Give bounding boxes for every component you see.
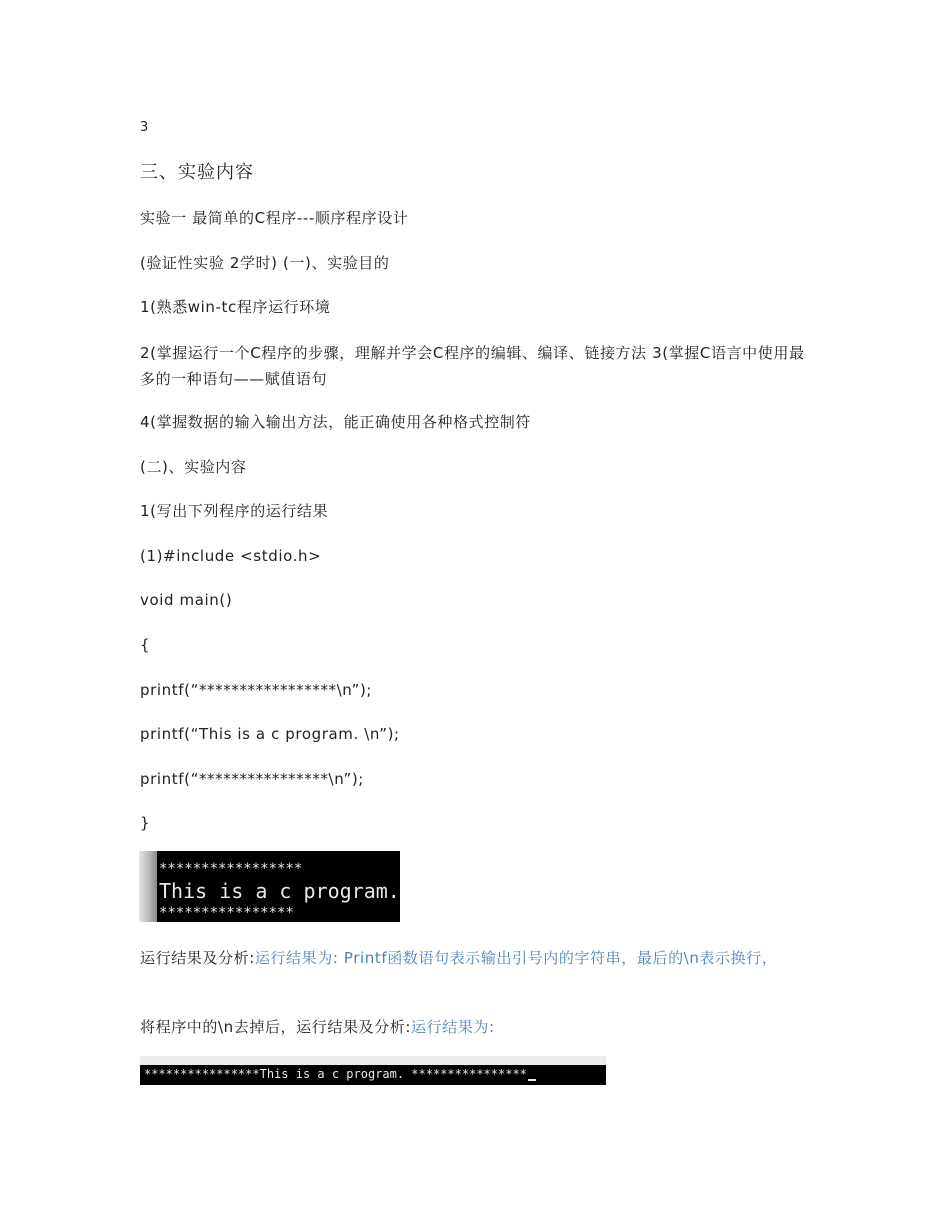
experiment-title: 实验一 最简单的C程序---顺序程序设计 xyxy=(140,209,409,227)
code-line: (1)#include <stdio.h> xyxy=(140,547,322,565)
objective-2: 2(掌握运行一个C程序的步骤，理解并学会C程序的编辑、编译、链接方法 3(掌握C语言中使用最多的一种语句——赋值语句 xyxy=(140,344,805,388)
console-line: ****************This is a c program. **************** xyxy=(144,1065,536,1083)
console-line: This is a c program. xyxy=(159,879,400,903)
console-line: ***************** xyxy=(159,861,303,877)
result-label: 运行结果及分析: xyxy=(140,949,255,967)
console-output-screenshot xyxy=(139,851,400,922)
code-line: { xyxy=(140,636,151,654)
experiment-meta: (验证性实验 2学时) (一)、实验目的 xyxy=(140,254,390,272)
code-line: } xyxy=(140,814,151,832)
console-output-screenshot-2 xyxy=(140,1056,606,1085)
result-label: 将程序中的\n去掉后，运行结果及分析: xyxy=(140,1018,412,1036)
page-number: 3 xyxy=(140,120,149,135)
code-line: printf(“*****************\n”); xyxy=(140,681,373,699)
console-window-edge xyxy=(139,851,157,922)
code-line: printf(“This is a c program. \n”); xyxy=(140,725,400,743)
section-heading: 三、实验内容 xyxy=(140,162,254,183)
objective-1: 1(熟悉win-tc程序运行环境 xyxy=(140,298,331,316)
result-answer: 运行结果为: Printf函数语句表示输出引号内的字符串，最后的\n表示换行， xyxy=(254,949,778,967)
objective-4: 4(掌握数据的输入输出方法，能正确使用各种格式控制符 xyxy=(140,413,531,431)
text-cursor xyxy=(528,1079,536,1081)
result-answer: 运行结果为: xyxy=(411,1018,495,1036)
code-line: void main() xyxy=(140,591,233,609)
console-line: **************** xyxy=(159,905,294,921)
task-1: 1(写出下列程序的运行结果 xyxy=(140,502,329,520)
console-window-edge xyxy=(140,1056,606,1065)
content-heading: (二)、实验内容 xyxy=(140,458,247,476)
code-line: printf(“****************\n”); xyxy=(140,770,364,788)
result-analysis-1 xyxy=(140,945,820,971)
result-analysis-2 xyxy=(140,1016,495,1038)
